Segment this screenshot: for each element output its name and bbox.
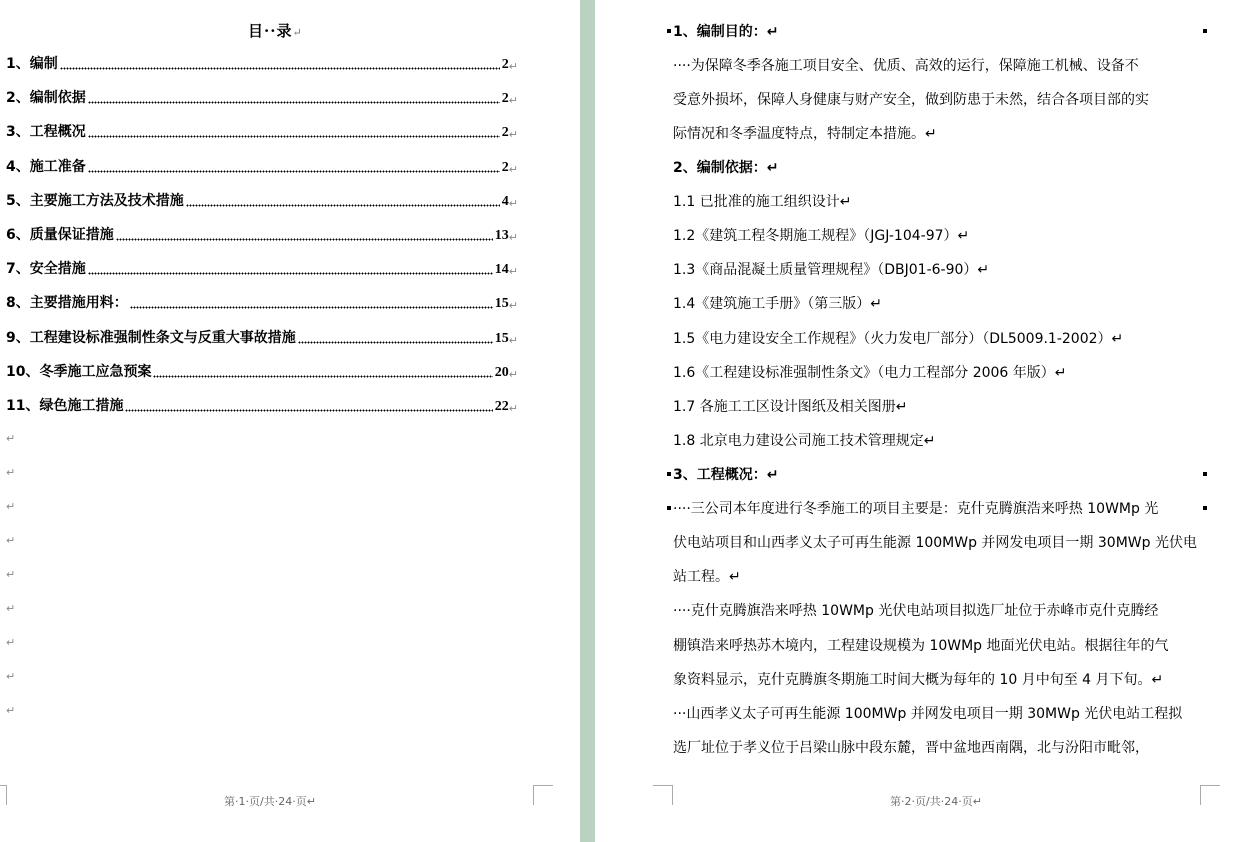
toc-dot-leader bbox=[60, 56, 500, 70]
toc-entry[interactable] bbox=[6, 292, 518, 312]
reference-item: 1.8 北京电力建设公司施工技术管理规定↵ bbox=[673, 433, 936, 449]
paragraph-mark: ↵ bbox=[508, 60, 518, 73]
paragraph-mark: ↵ bbox=[508, 231, 518, 244]
paragraph-mark: ↵ bbox=[508, 299, 518, 312]
paragraph-mark: ↵ bbox=[508, 128, 518, 141]
toc-dot-leader bbox=[125, 398, 492, 412]
paragraph-mark: ↵ bbox=[6, 704, 16, 717]
reference-item: 1.7 各施工工区设计图纸及相关图册↵ bbox=[673, 399, 908, 415]
format-marker bbox=[667, 472, 671, 476]
toc-entry[interactable] bbox=[6, 224, 518, 244]
toc-entry-label: 9、工程建设标准强制性条文与反重大事故措施 bbox=[6, 330, 296, 346]
toc-entry-page: 2 bbox=[501, 57, 509, 72]
reference-item: 1.6《工程建设标准强制性条文》（电力工程部分 2006 年版）↵ bbox=[673, 365, 1067, 381]
paragraph-mark: ↵ bbox=[6, 466, 16, 479]
toc-entry-label: 4、施工准备 bbox=[6, 159, 86, 175]
reference-item: 1.2《建筑工程冬期施工规程》（JGJ-104-97）↵ bbox=[673, 228, 970, 244]
page-gutter bbox=[580, 0, 595, 842]
toc-title bbox=[248, 20, 303, 41]
format-marker bbox=[1203, 29, 1207, 33]
paragraph-line: 受意外损坏，保障人身健康与财产安全，做到防患于未然，结合各项目部的实 bbox=[673, 92, 1149, 108]
toc-dot-leader bbox=[88, 159, 500, 173]
toc-entry[interactable] bbox=[6, 87, 518, 107]
paragraph-mark: ↵ bbox=[508, 163, 518, 176]
toc-entry-label: 5、主要施工方法及技术措施 bbox=[6, 193, 184, 209]
paragraph-line: 际情况和冬季温度特点，特制定本措施。↵ bbox=[673, 126, 937, 142]
toc-entry-page: 2 bbox=[501, 125, 509, 140]
toc-dot-leader bbox=[116, 227, 493, 241]
toc-entry-page: 15 bbox=[494, 296, 509, 311]
paragraph-mark: ↵ bbox=[508, 334, 518, 347]
paragraph-mark: ↵ bbox=[6, 670, 16, 683]
toc-entry-label: 7、安全措施 bbox=[6, 261, 86, 277]
toc-entry-page: 14 bbox=[494, 262, 509, 277]
paragraph-line: 伏电站项目和山西孝义太子可再生能源 100MWp 并网发电项目一期 30MWp 光伏电 bbox=[673, 535, 1197, 551]
document-page-1 bbox=[0, 0, 580, 842]
toc-entry[interactable] bbox=[6, 395, 518, 415]
paragraph-mark: ↵ bbox=[508, 368, 518, 381]
toc-entry[interactable] bbox=[6, 53, 518, 73]
toc-entry-label: 1、编制 bbox=[6, 56, 58, 72]
toc-dot-leader bbox=[88, 124, 500, 138]
format-marker bbox=[667, 506, 671, 510]
margin-corner-mark bbox=[533, 785, 553, 805]
paragraph-mark: ↵ bbox=[508, 265, 518, 278]
format-marker bbox=[667, 29, 671, 33]
toc-entry[interactable] bbox=[6, 121, 518, 141]
paragraph-mark: ↵ bbox=[6, 432, 16, 445]
margin-corner-mark bbox=[653, 785, 673, 805]
document-page-2 bbox=[595, 0, 1245, 842]
toc-entry-page: 2 bbox=[501, 160, 509, 175]
reference-item: 1.1 已批准的施工组织设计↵ bbox=[673, 194, 852, 210]
toc-dot-leader bbox=[88, 261, 493, 275]
toc-entry-label: 10、冬季施工应急预案 bbox=[6, 364, 152, 380]
paragraph-mark: ↵ bbox=[6, 534, 16, 547]
toc-entry[interactable] bbox=[6, 327, 518, 347]
paragraph-line: 站工程。↵ bbox=[673, 569, 741, 585]
section-heading-overview: 3、工程概况：↵ bbox=[673, 467, 779, 483]
paragraph-line: ····三公司本年度进行冬季施工的项目主要是：克什克腾旗浩来呼热 10WMp 光 bbox=[673, 501, 1159, 517]
toc-entry-label: 6、质量保证措施 bbox=[6, 227, 114, 243]
format-marker bbox=[1203, 472, 1207, 476]
reference-item: 1.4《建筑施工手册》（第三版）↵ bbox=[673, 296, 882, 312]
paragraph-line: ···山西孝义太子可再生能源 100MWp 并网发电项目一期 30MWp 光伏电站工程拟 bbox=[673, 706, 1183, 722]
paragraph-mark: ↵ bbox=[6, 500, 16, 513]
toc-dot-leader bbox=[298, 330, 493, 344]
toc-entry[interactable] bbox=[6, 156, 518, 176]
margin-corner-mark bbox=[0, 785, 7, 805]
toc-dot-leader bbox=[88, 90, 500, 104]
toc-entry[interactable] bbox=[6, 258, 518, 278]
paragraph-mark: ↵ bbox=[6, 636, 16, 649]
toc-entry-page: 22 bbox=[494, 399, 509, 414]
toc-entry-page: 4 bbox=[501, 194, 509, 209]
page-footer: 第·1·页/共·24·页↵ bbox=[224, 795, 316, 808]
toc-entry-page: 20 bbox=[494, 365, 509, 380]
toc-entry-page: 2 bbox=[501, 91, 509, 106]
paragraph-line: 选厂址位于孝义位于吕梁山脉中段东麓，晋中盆地西南隅，北与汾阳市毗邻， bbox=[673, 740, 1149, 756]
paragraph-line: ····为保障冬季各施工项目安全、优质、高效的运行，保障施工机械、设备不 bbox=[673, 58, 1139, 74]
paragraph-line: 象资料显示，克什克腾旗冬期施工时间大概为每年的 10 月中旬至 4 月下旬。↵ bbox=[673, 672, 1164, 688]
toc-entry-label: 11、绿色施工措施 bbox=[6, 398, 124, 414]
page-footer: 第·2·页/共·24·页↵ bbox=[890, 795, 982, 808]
reference-item: 1.5《电力建设安全工作规程》（火力发电厂部分）（DL5009.1-2002）↵ bbox=[673, 331, 1124, 347]
toc-entry[interactable] bbox=[6, 190, 518, 210]
paragraph-line: ····克什克腾旗浩来呼热 10WMp 光伏电站项目拟选厂址位于赤峰市克什克腾经 bbox=[673, 603, 1159, 619]
paragraph-mark: ↵ bbox=[508, 197, 518, 210]
paragraph-mark: ↵ bbox=[292, 26, 303, 39]
toc-entry[interactable] bbox=[6, 361, 518, 381]
paragraph-mark: ↵ bbox=[508, 402, 518, 415]
reference-item: 1.3《商品混凝土质量管理规程》（DBJ01-6-90）↵ bbox=[673, 262, 990, 278]
paragraph-mark: ↵ bbox=[6, 568, 16, 581]
margin-corner-mark bbox=[1200, 785, 1220, 805]
section-heading-purpose: 1、编制目的：↵ bbox=[673, 24, 779, 40]
toc-entry-page: 13 bbox=[494, 228, 509, 243]
toc-entry-page: 15 bbox=[494, 331, 509, 346]
format-marker bbox=[1203, 506, 1207, 510]
paragraph-mark: ↵ bbox=[6, 602, 16, 615]
toc-title-text: 目··录 bbox=[248, 22, 293, 40]
toc-entry-label: 8、主要措施用料： bbox=[6, 295, 128, 311]
toc-dot-leader bbox=[130, 295, 493, 309]
toc-entry-label: 2、编制依据 bbox=[6, 90, 86, 106]
toc-dot-leader bbox=[153, 364, 492, 378]
toc-entry-label: 3、工程概况 bbox=[6, 124, 86, 140]
toc-dot-leader bbox=[186, 193, 500, 207]
section-heading-basis: 2、编制依据：↵ bbox=[673, 160, 779, 176]
paragraph-line: 棚镇浩来呼热苏木境内，工程建设规模为 10WMp 地面光伏电站。根据往年的气 bbox=[673, 638, 1169, 654]
paragraph-mark: ↵ bbox=[508, 94, 518, 107]
